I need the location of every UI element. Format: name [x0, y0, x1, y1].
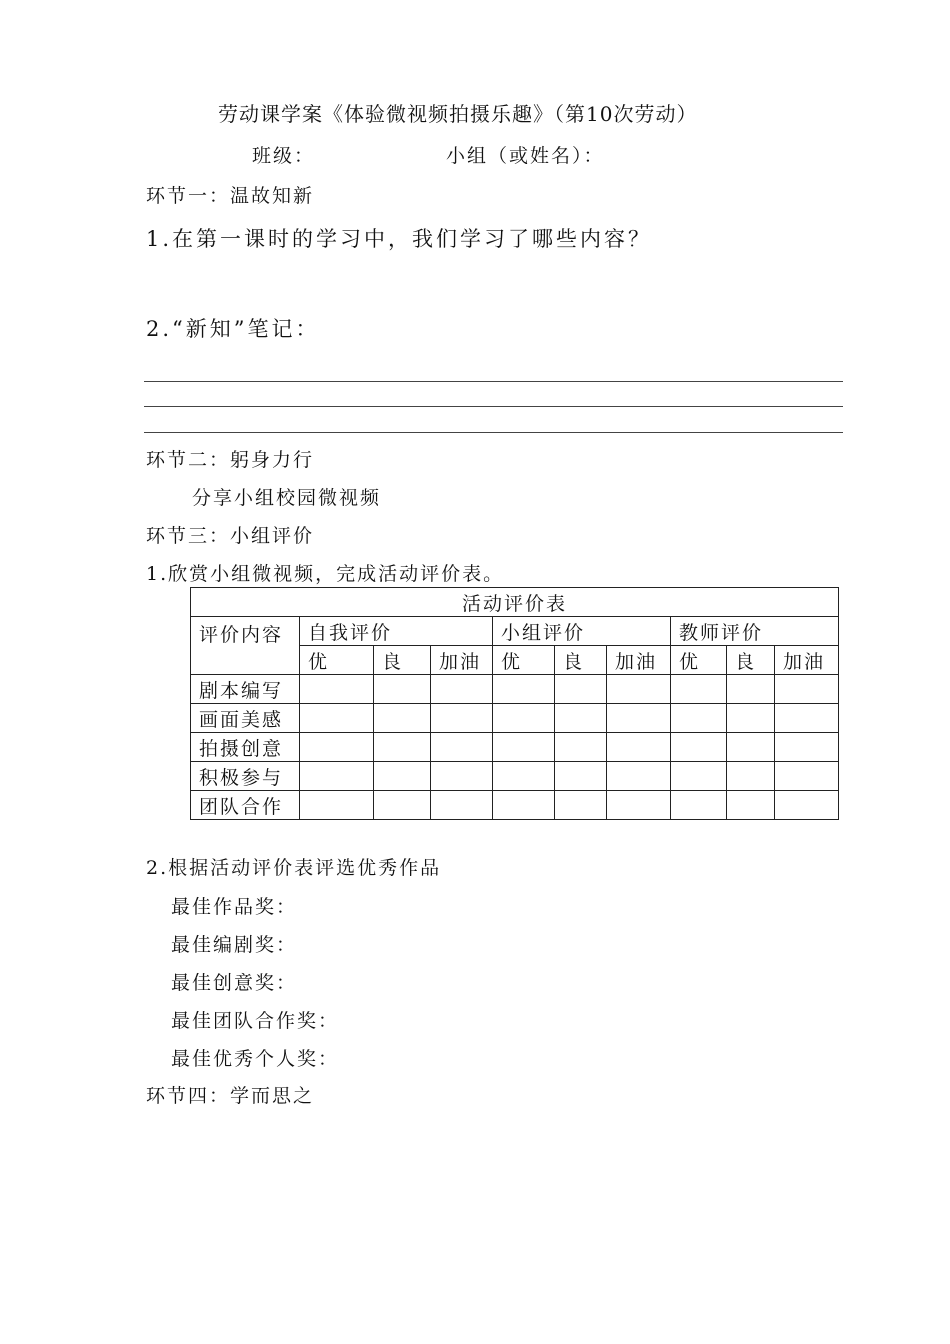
rating-cell[interactable]: [607, 791, 671, 820]
rating-cell[interactable]: [374, 704, 431, 733]
row-label: 剧本编写: [191, 675, 300, 704]
grade-header: 加油: [431, 646, 493, 675]
section1-question2: 2.“新知”笔记：: [146, 317, 320, 341]
rating-cell[interactable]: [300, 704, 374, 733]
table-row: [191, 675, 839, 704]
rating-cell[interactable]: [727, 762, 775, 791]
award-best-creativity: 最佳创意奖：: [171, 972, 298, 994]
note-line-2: [144, 406, 843, 407]
rating-cell[interactable]: [431, 733, 493, 762]
row-label: 拍摄创意: [191, 733, 300, 762]
group-label: 小组（或姓名）：: [446, 145, 605, 167]
group-header-self: 自我评价: [300, 617, 493, 646]
section3-heading: 环节三：小组评价: [146, 525, 315, 547]
rating-cell[interactable]: [555, 733, 607, 762]
evaluation-table: [190, 587, 839, 820]
rating-cell[interactable]: [727, 704, 775, 733]
rating-cell[interactable]: [607, 675, 671, 704]
section1-heading: 环节一：温故知新: [146, 185, 315, 207]
rating-cell[interactable]: [607, 704, 671, 733]
rating-cell[interactable]: [671, 675, 727, 704]
rating-cell[interactable]: [775, 791, 839, 820]
section3-question1: 1.欣赏小组微视频，完成活动评价表。: [146, 563, 505, 585]
rating-cell[interactable]: [493, 704, 555, 733]
rating-cell[interactable]: [374, 791, 431, 820]
grade-header: 良: [555, 646, 607, 675]
grade-header: 优: [493, 646, 555, 675]
table-caption: 活动评价表: [191, 588, 839, 617]
group-header-group: 小组评价: [493, 617, 671, 646]
rating-cell[interactable]: [555, 762, 607, 791]
rating-cell[interactable]: [775, 675, 839, 704]
rating-cell[interactable]: [374, 762, 431, 791]
rating-cell[interactable]: [431, 675, 493, 704]
table-row: [191, 791, 839, 820]
row-label: 画面美感: [191, 704, 300, 733]
award-best-work: 最佳作品奖：: [171, 896, 298, 918]
rating-cell[interactable]: [727, 733, 775, 762]
rating-cell[interactable]: [671, 704, 727, 733]
rating-cell[interactable]: [300, 675, 374, 704]
rating-cell[interactable]: [493, 791, 555, 820]
rating-cell[interactable]: [671, 791, 727, 820]
note-line-3: [144, 432, 843, 433]
rating-cell[interactable]: [775, 733, 839, 762]
rating-cell[interactable]: [300, 791, 374, 820]
award-best-script: 最佳编剧奖：: [171, 934, 298, 956]
rating-cell[interactable]: [300, 762, 374, 791]
rating-cell[interactable]: [555, 704, 607, 733]
rating-cell[interactable]: [493, 733, 555, 762]
class-label: 班级：: [252, 145, 316, 167]
grade-header: 优: [671, 646, 727, 675]
section3-question2: 2.根据活动评价表评选优秀作品: [146, 857, 442, 879]
rating-cell[interactable]: [374, 675, 431, 704]
rating-cell[interactable]: [555, 791, 607, 820]
row-label: 积极参与: [191, 762, 300, 791]
grade-header: 良: [374, 646, 431, 675]
rating-cell[interactable]: [671, 733, 727, 762]
rating-cell[interactable]: [431, 704, 493, 733]
rating-cell[interactable]: [431, 762, 493, 791]
award-best-individual: 最佳优秀个人奖：: [171, 1048, 340, 1070]
group-header-teacher: 教师评价: [671, 617, 839, 646]
rating-cell[interactable]: [727, 675, 775, 704]
row-label: 团队合作: [191, 791, 300, 820]
table-row: [191, 704, 839, 733]
section2-item: 分享小组校园微视频: [192, 487, 382, 509]
table-row: [191, 762, 839, 791]
rating-cell[interactable]: [775, 704, 839, 733]
section4-heading: 环节四：学而思之: [146, 1085, 315, 1107]
rating-cell[interactable]: [300, 733, 374, 762]
table-row: [191, 733, 839, 762]
rating-cell[interactable]: [607, 762, 671, 791]
grade-header: 加油: [775, 646, 839, 675]
rating-cell[interactable]: [671, 762, 727, 791]
section1-question1: 1.在第一课时的学习中，我们学习了哪些内容？: [146, 227, 653, 251]
rating-cell[interactable]: [607, 733, 671, 762]
page-title: 劳动课学案《体验微视频拍摄乐趣》（第10次劳动）: [218, 102, 698, 126]
rating-cell[interactable]: [727, 791, 775, 820]
award-best-teamwork: 最佳团队合作奖：: [171, 1010, 340, 1032]
grade-header: 优: [300, 646, 374, 675]
rating-cell[interactable]: [431, 791, 493, 820]
section2-heading: 环节二：躬身力行: [146, 449, 315, 471]
content-header: 评价内容: [191, 617, 300, 675]
note-line-1: [144, 381, 843, 382]
rating-cell[interactable]: [493, 762, 555, 791]
rating-cell[interactable]: [555, 675, 607, 704]
rating-cell[interactable]: [374, 733, 431, 762]
rating-cell[interactable]: [775, 762, 839, 791]
grade-header: 良: [727, 646, 775, 675]
rating-cell[interactable]: [493, 675, 555, 704]
grade-header: 加油: [607, 646, 671, 675]
